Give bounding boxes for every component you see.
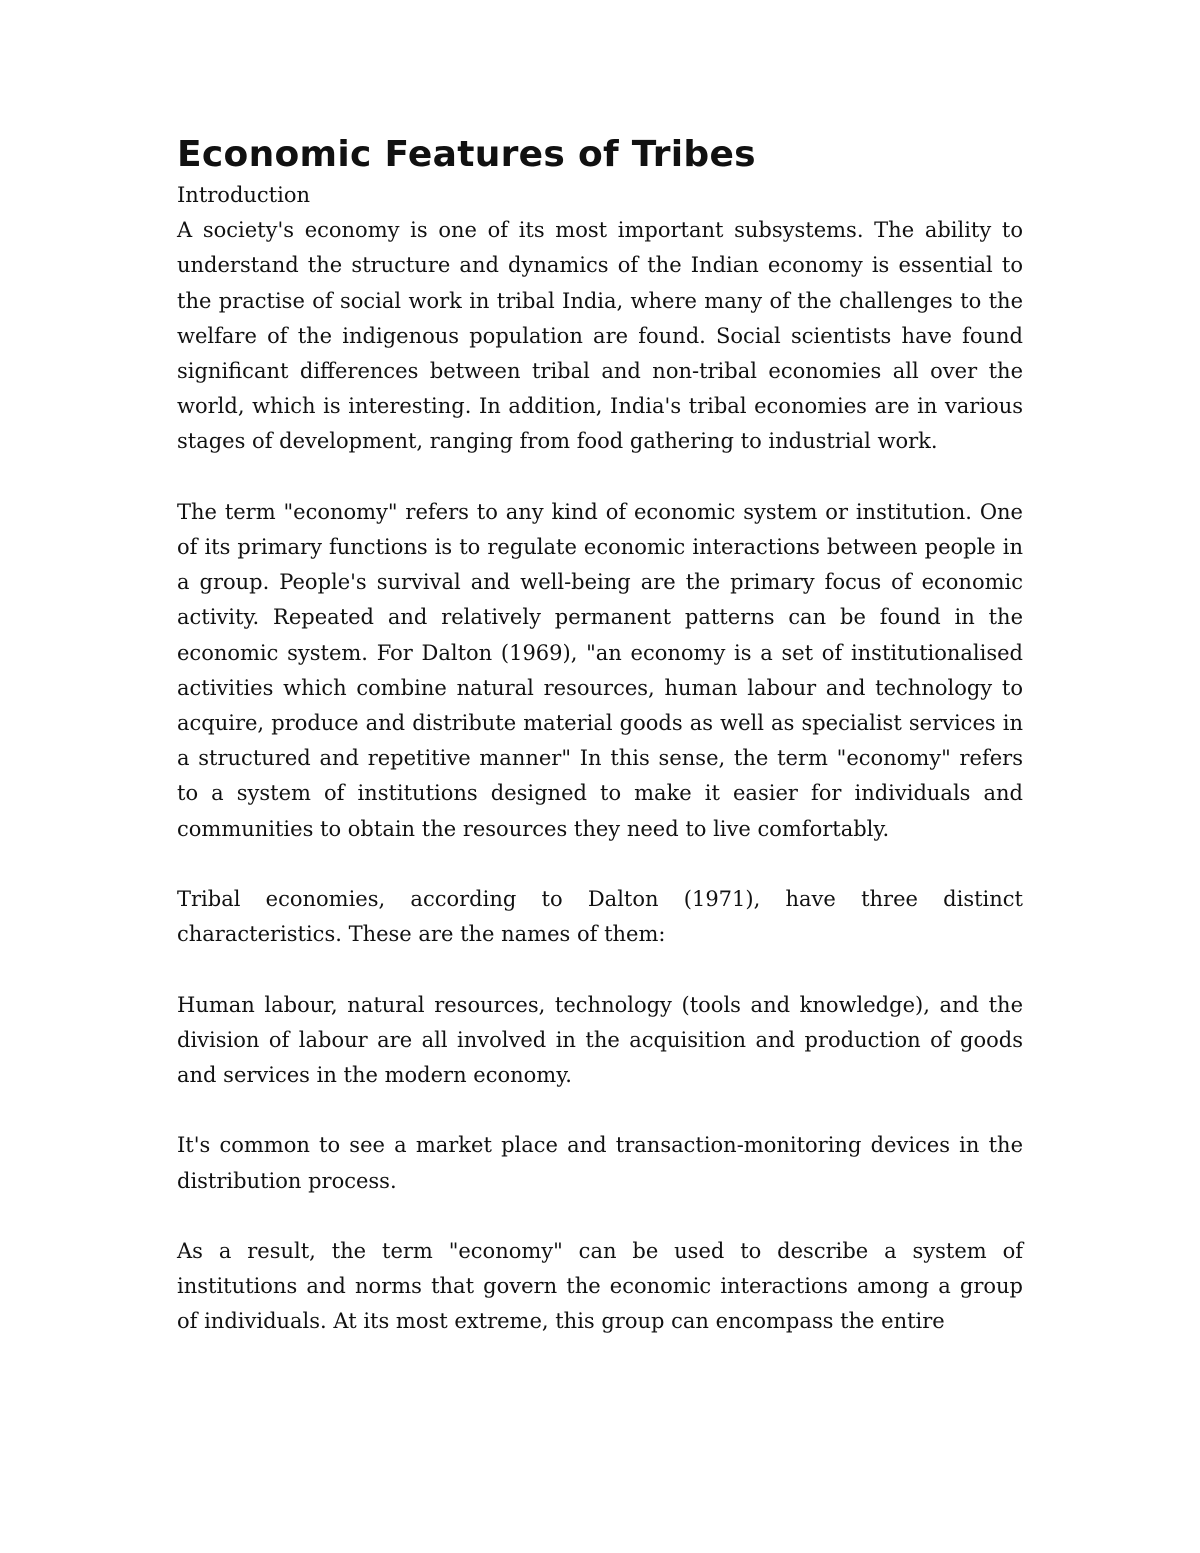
- paragraph-3: Tribal economies, according to Dalton (1971), have three distinct characteristics. These are the names of them:: [177, 887, 1023, 947]
- paragraph-6: As a result, the term "economy" can be used to describe a system of institutions and norms that govern the economic interactions among a group of individuals. At its most extreme, this group can encompass the entire: [177, 1239, 1023, 1334]
- paragraph-4: Human labour, natural resources, technology (tools and knowledge), and the division of labour are all involved in the acquisition and production of goods and services in the modern economy.: [177, 992, 1023, 1088]
- paragraph-1: A society's economy is one of its most important subsystems. The ability to understand the structure and dynamics of the Indian economy is essential to the practise of social work in tribal India, where many of the challenges to the welfare of the indigenous population are found. Social scientists have found significant differences between tribal and non-tribal economies all over the world, which is interesting. In addition, India's tribal economies are in various stages of development, ranging from food gathering to industrial work.: [177, 218, 1023, 454]
- document-body: [177, 132, 1023, 1340]
- document-title: Economic Features of Tribes: [177, 134, 756, 175]
- paragraph-2: The term "economy" refers to any kind of economic system or institution. One of its primary functions is to regulate economic interactions between people in a group. People's survival and well-being are the primary focus of economic activity. Repeated and relatively permanent patterns can be found in the economic system. For Dalton (1969), "an economy is a set of institutionalised activities which combine natural resources, human labour and technology to acquire, produce and distribute material goods as well as specialist services in a structured and repetitive manner" In this sense, the term "economy" refers to a system of institutions designed to make it easier for individuals and communities to obtain the resources they need to live comfortably.: [177, 499, 1023, 841]
- section-heading-introduction: Introduction: [177, 183, 310, 207]
- paragraph-5: It's common to see a market place and transaction-monitoring devices in the distribution process.: [177, 1133, 1023, 1193]
